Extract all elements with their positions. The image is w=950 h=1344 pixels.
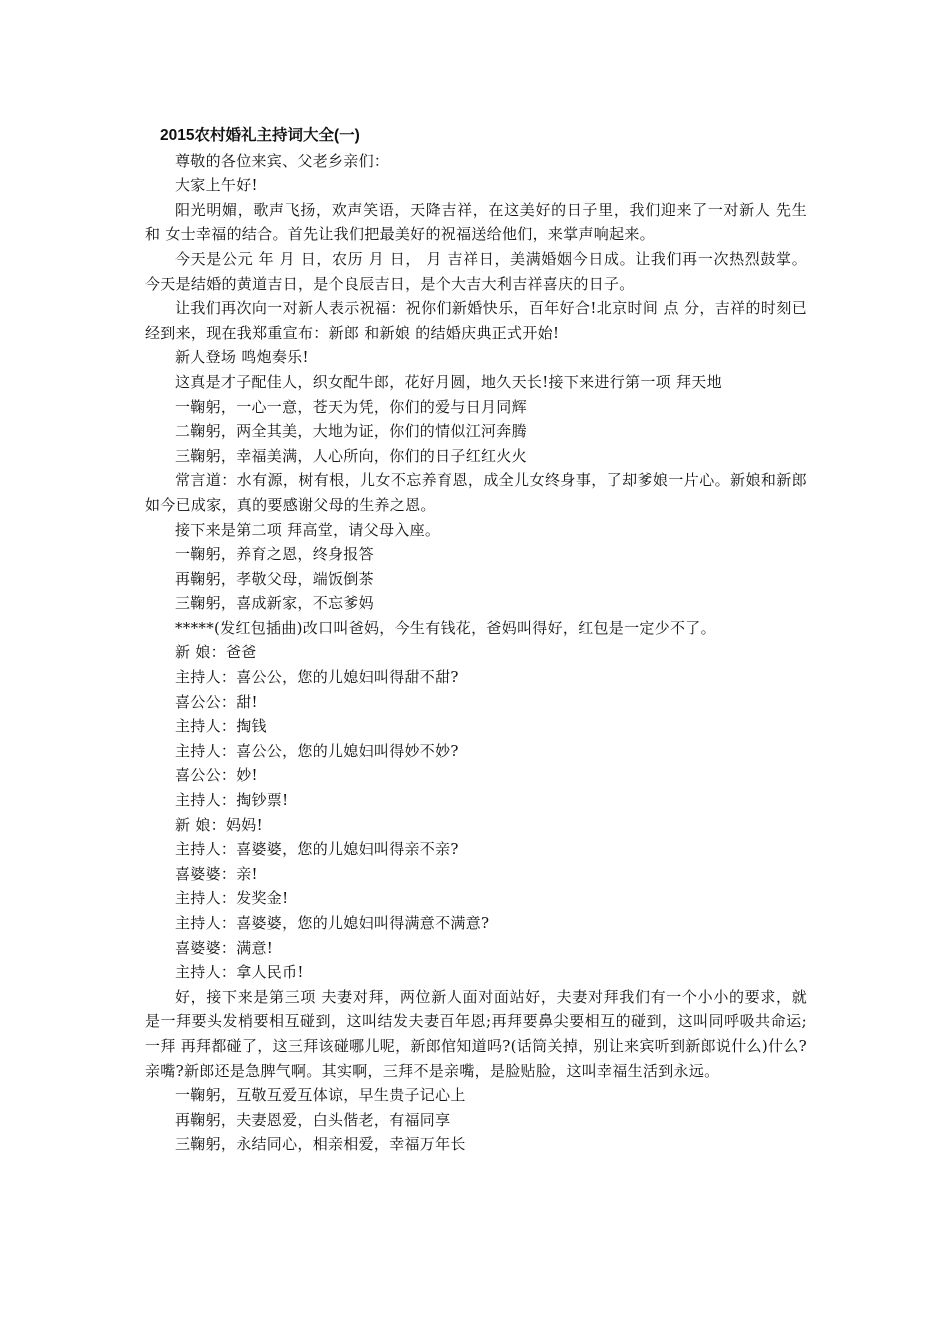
paragraph: *****(发红包插曲)改口叫爸妈，今生有钱花，爸妈叫得好，红包是一定少不了。 [175, 618, 716, 637]
paragraph: 主持人：喜婆婆，您的儿媳妇叫得满意不满意? [175, 914, 490, 932]
paragraph: 阳光明媚，歌声飞扬，欢声笑语，天降吉祥，在这美好的日子里，我们迎来了一对新人 先生和 女士幸福的结合。首先让我们把最美好的祝福送给他们，来掌声响起来。 [145, 200, 807, 244]
paragraph: 主持人：发奖金! [175, 889, 289, 908]
paragraph: 喜婆婆：满意! [175, 938, 274, 957]
document-body [145, 149, 807, 1157]
paragraph: 新人登场 鸣炮奏乐! [175, 348, 309, 367]
paragraph: 二鞠躬，两全其美，大地为证，你们的情似江河奔腾 [175, 422, 527, 441]
paragraph: 再鞠躬，孝敬父母，端饭倒茶 [175, 569, 374, 588]
paragraph: 主持人：喜婆婆，您的儿媳妇叫得亲不亲? [175, 840, 459, 859]
paragraph: 喜公公：妙! [175, 766, 258, 785]
paragraph: 新 娘：妈妈! [175, 815, 263, 834]
paragraph: 三鞠躬，喜成新家，不忘爹妈 [175, 594, 374, 613]
paragraph: 这真是才子配佳人，织女配牛郎，花好月圆，地久天长!接下来进行第一项 拜天地 [175, 372, 722, 391]
paragraph: 再鞠躬，夫妻恩爱，白头偕老，有福同享 [175, 1110, 451, 1129]
paragraph: 新 娘：爸爸 [175, 643, 257, 662]
paragraph: 一鞠躬，养育之恩，终身报答 [175, 545, 374, 564]
paragraph: 喜婆婆：亲! [175, 864, 258, 883]
paragraph: 主持人：掏钞票! [175, 791, 289, 810]
paragraph: 喜公公：甜! [175, 692, 258, 711]
paragraph: 主持人：拿人民币! [175, 963, 304, 982]
paragraph: 一鞠躬，互敬互爱互体谅，早生贵子记心上 [175, 1086, 466, 1105]
paragraph: 主持人：掏钱 [175, 717, 267, 736]
paragraph: 今天是公元 年 月 日，农历 月 日， 月 吉祥日，美满婚姻今日成。让我们再一次热烈鼓掌。今天是结婚的黄道吉日，是个良辰吉日，是个大吉大利吉祥喜庆的日子。 [145, 249, 807, 293]
paragraph: 常言道：水有源，树有根，儿女不忘养育恩，成全儿女终身事，了却爹娘一片心。新娘和新郎如今已成家，真的要感谢父母的生养之恩。 [145, 471, 807, 514]
paragraph: 让我们再次向一对新人表示祝福：祝你们新婚快乐，百年好合!北京时间 点 分，吉祥的时刻已经到来，现在我郑重宣布：新郎 和新娘 的结婚庆典正式开始! [145, 299, 807, 342]
document-title: 2015农村婚礼主持词大全(一) [160, 127, 360, 144]
paragraph: 主持人：喜公公，您的儿媳妇叫得妙不妙? [175, 741, 459, 760]
paragraph: 尊敬的各位来宾、父老乡亲们： [175, 151, 390, 170]
paragraph: 接下来是第二项 拜高堂，请父母入座。 [175, 520, 441, 539]
document-page [145, 124, 807, 1157]
paragraph: 三鞠躬，永结同心，相亲相爱，幸福万年长 [175, 1135, 466, 1154]
paragraph: 一鞠躬，一心一意，苍天为凭，你们的爱与日月同辉 [175, 397, 527, 416]
paragraph: 大家上午好! [175, 176, 258, 195]
paragraph: 好，接下来是第三项 夫妻对拜，两位新人面对面站好，夫妻对拜我们有一个小小的要求，就是一拜要头发梢要相互碰到，这叫结发夫妻百年恩;再拜要鼻尖要相互的碰到，这叫同呼吸共命运;一拜 再拜都碰了，这三拜该碰哪儿呢，新郎倌知道吗?(话筒关掉，别让来宾听到新郎说什么)什么?亲嘴?新郎还是急脾气啊。其实啊，三拜不是亲嘴，是脸贴脸，这叫幸福生活到永远。 [145, 987, 807, 1080]
paragraph: 三鞠躬，幸福美满，人心所向，你们的日子红红火火 [175, 446, 527, 465]
paragraph: 主持人：喜公公，您的儿媳妇叫得甜不甜? [175, 668, 459, 687]
